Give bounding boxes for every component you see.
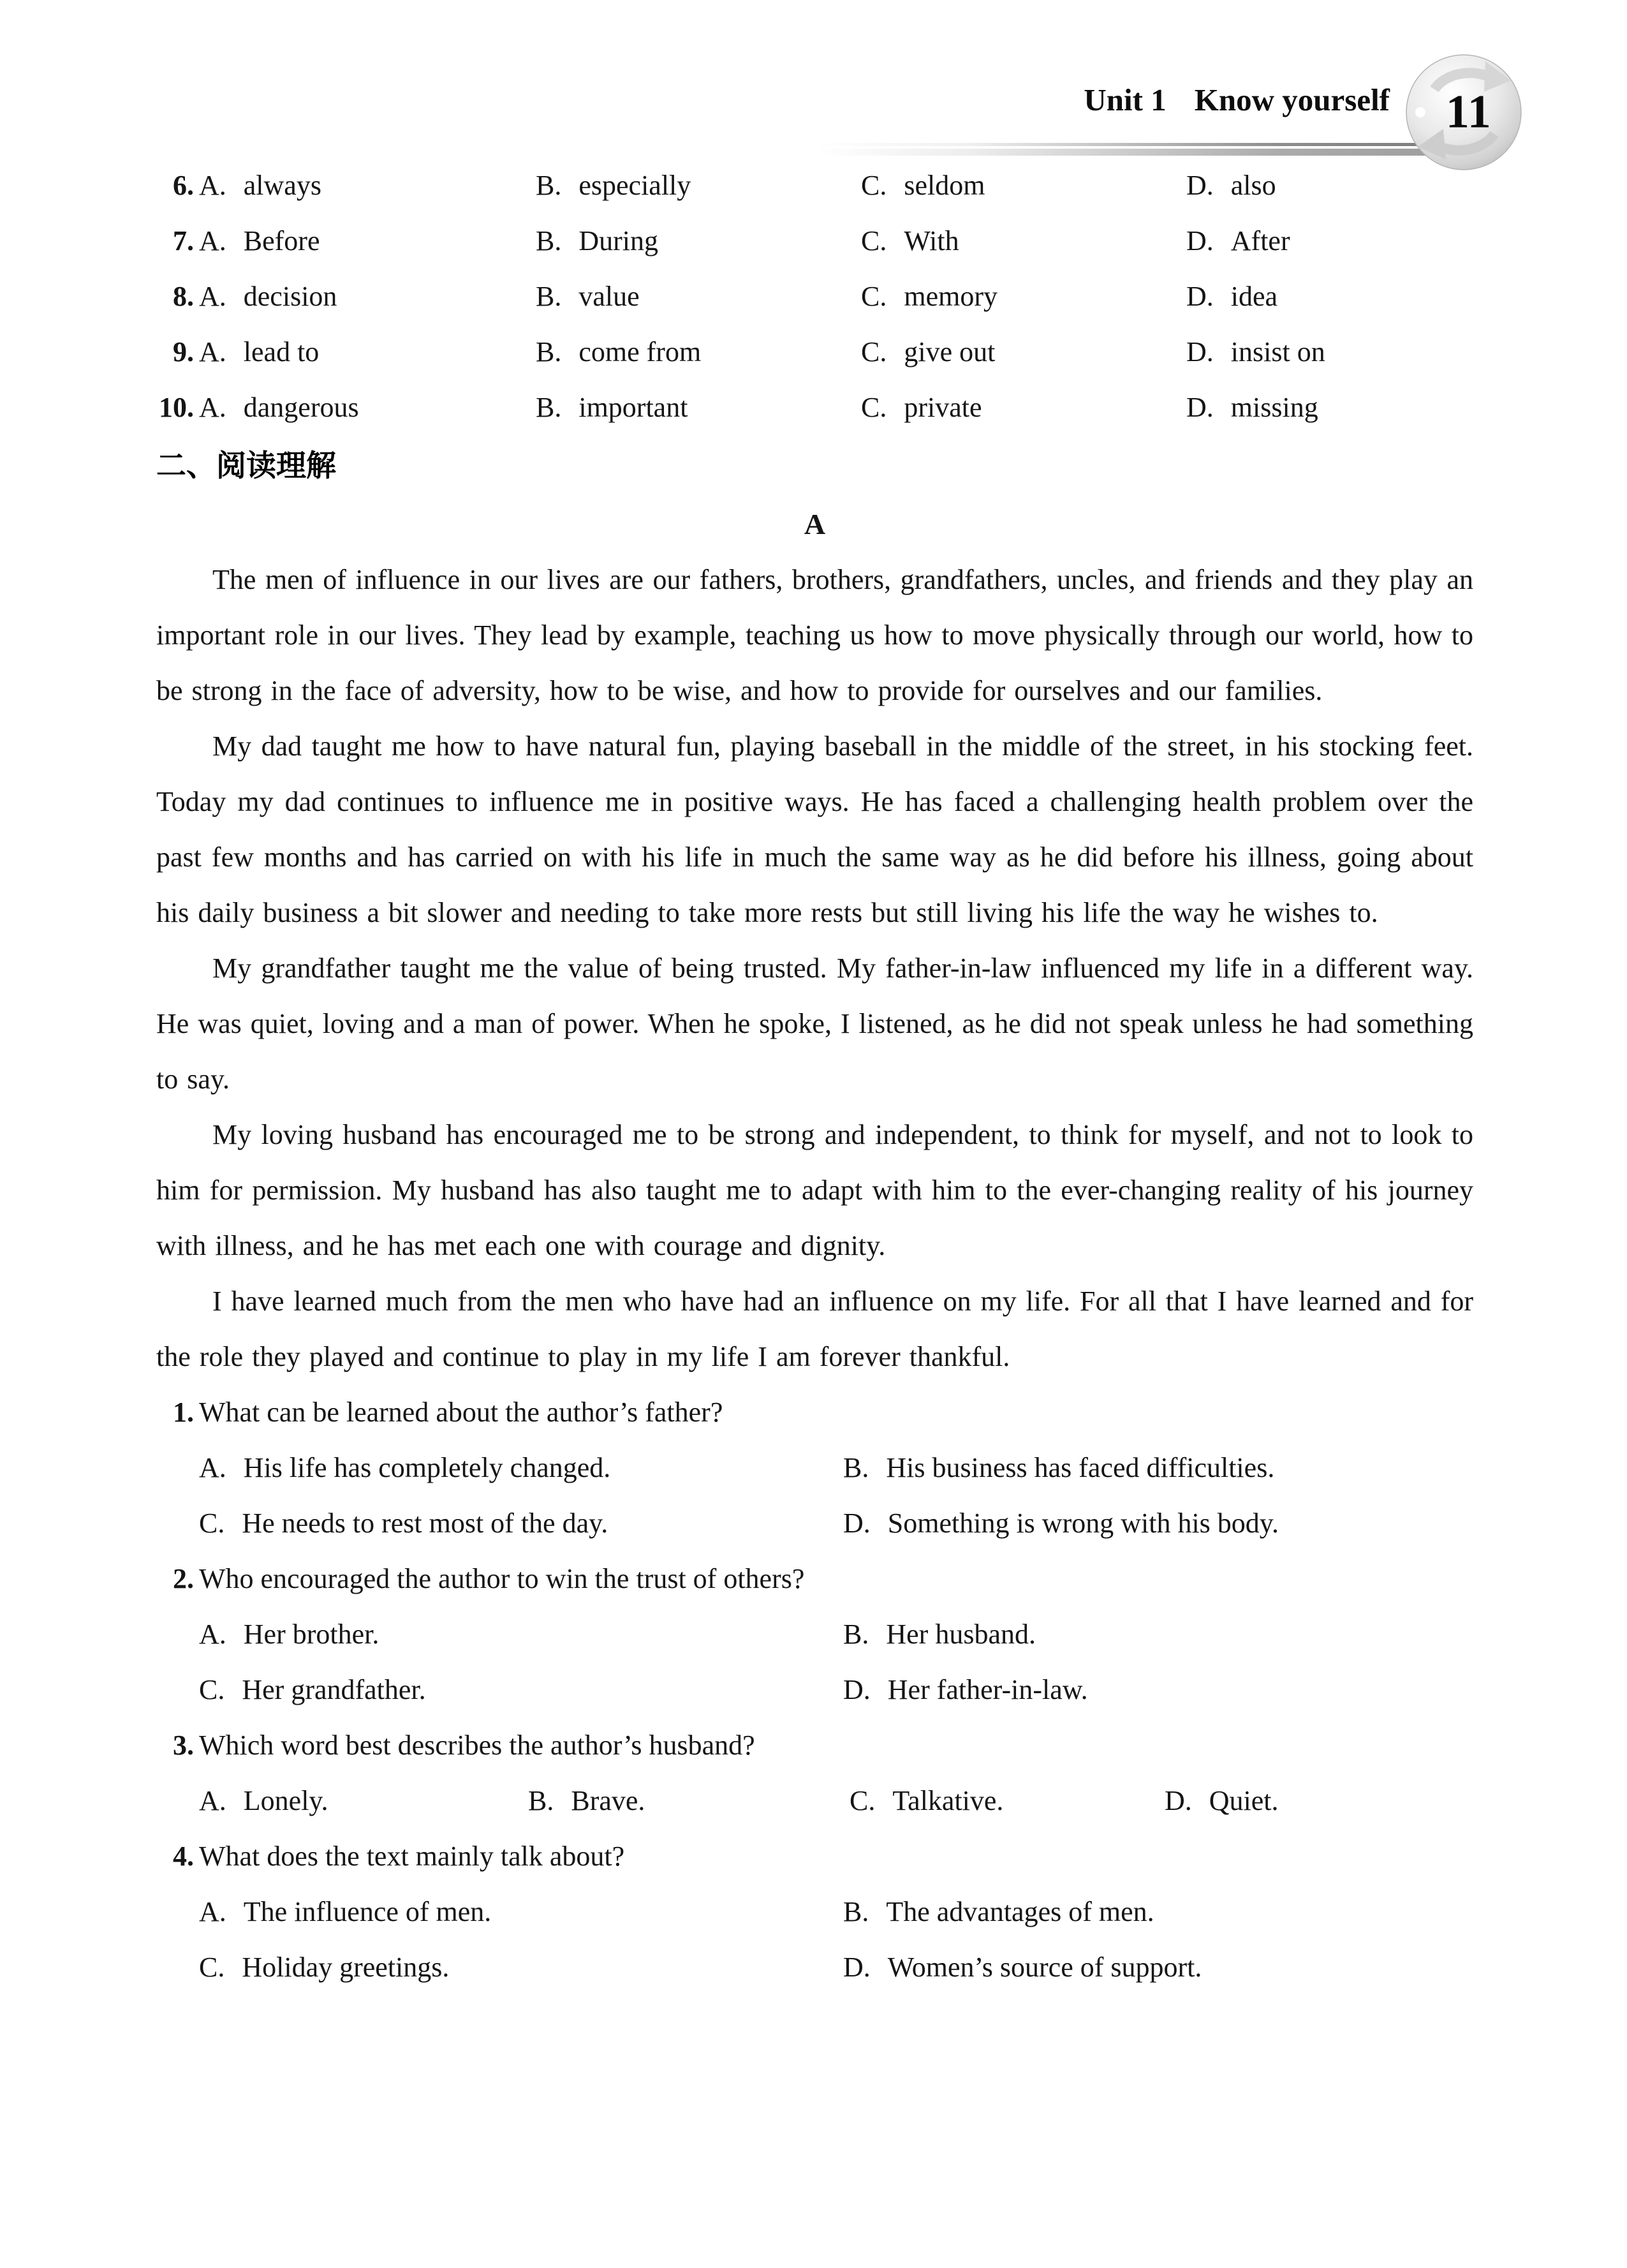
option-letter: D. bbox=[1165, 1785, 1192, 1816]
cloze-row-10 bbox=[156, 380, 1473, 435]
option-c bbox=[850, 1773, 1165, 1828]
option-letter: C. bbox=[850, 1785, 876, 1816]
option-b bbox=[843, 1606, 1473, 1662]
indent-spacer bbox=[156, 1773, 199, 1828]
reading-question-3 bbox=[156, 1717, 1473, 1773]
option-text: private bbox=[904, 392, 982, 423]
option-letter: A. bbox=[199, 1452, 226, 1483]
option-text: dangerous bbox=[243, 392, 359, 423]
question-4-options-cd bbox=[156, 1939, 1473, 1995]
option-letter: A. bbox=[199, 1896, 226, 1927]
option-letter: B. bbox=[528, 1785, 554, 1816]
option-text: decision bbox=[243, 281, 337, 312]
page-title bbox=[1084, 82, 1390, 118]
option-text: Brave. bbox=[571, 1785, 645, 1816]
indent-spacer bbox=[156, 1939, 199, 1995]
option-letter: D. bbox=[1186, 225, 1214, 256]
option-b bbox=[536, 213, 861, 269]
option-b bbox=[528, 1773, 850, 1828]
question-4-options-ab bbox=[156, 1884, 1473, 1939]
option-a bbox=[199, 269, 536, 324]
option-a bbox=[199, 324, 536, 380]
question-number: 10. bbox=[159, 392, 194, 423]
option-text: give out bbox=[904, 336, 996, 367]
question-2-options-cd bbox=[156, 1662, 1473, 1717]
cloze-row-7 bbox=[156, 213, 1473, 269]
option-text: Before bbox=[243, 225, 320, 256]
option-text: also bbox=[1230, 170, 1276, 201]
passage-paragraph: My loving husband has encouraged me to be strong and independent, to think for myself, and not to look to him for permission. My husband has also taught me to adapt with him to the ever-changing reality of his journey with illness, and he has met each one with courage and dignity. bbox=[156, 1119, 1473, 1261]
reading-question-1 bbox=[156, 1384, 1473, 1440]
indent-spacer bbox=[156, 1495, 199, 1551]
indent-spacer bbox=[156, 1662, 199, 1717]
option-d bbox=[843, 1939, 1473, 1995]
option-d bbox=[843, 1662, 1473, 1717]
option-letter: D. bbox=[1186, 281, 1214, 312]
option-a bbox=[199, 1440, 843, 1495]
option-d bbox=[1186, 213, 1473, 269]
option-b bbox=[536, 269, 861, 324]
option-letter: A. bbox=[199, 392, 226, 423]
passage-label: A bbox=[804, 508, 826, 540]
option-text: especially bbox=[578, 170, 691, 201]
option-text: His business has faced difficulties. bbox=[886, 1452, 1275, 1483]
question-number: 4. bbox=[173, 1841, 194, 1872]
question-stem: What does the text mainly talk about? bbox=[199, 1841, 625, 1872]
option-letter: D. bbox=[1186, 336, 1214, 367]
option-letter: B. bbox=[536, 336, 562, 367]
option-text: Holiday greetings. bbox=[242, 1952, 450, 1983]
option-letter: A. bbox=[199, 225, 226, 256]
option-letter: B. bbox=[843, 1619, 869, 1650]
option-letter: B. bbox=[843, 1896, 869, 1927]
reading-question-4 bbox=[156, 1828, 1473, 1884]
question-2-options-ab bbox=[156, 1606, 1473, 1662]
question-number: 6. bbox=[173, 170, 194, 201]
question-number: 8. bbox=[173, 281, 194, 312]
question-number: 9. bbox=[173, 336, 194, 367]
option-c bbox=[861, 324, 1186, 380]
option-letter: D. bbox=[843, 1508, 871, 1539]
option-c bbox=[861, 380, 1186, 435]
header-rule-thin bbox=[816, 143, 1496, 146]
option-text: always bbox=[243, 170, 321, 201]
page-content bbox=[156, 158, 1473, 1995]
question-1-options-cd bbox=[156, 1495, 1473, 1551]
option-text: important bbox=[578, 392, 688, 423]
option-d bbox=[1186, 269, 1473, 324]
option-letter: B. bbox=[536, 225, 562, 256]
option-a bbox=[199, 158, 536, 213]
option-text: After bbox=[1230, 225, 1290, 256]
option-letter: D. bbox=[843, 1674, 871, 1705]
option-text: come from bbox=[578, 336, 702, 367]
section-heading-reading-comprehension: 二、阅读理解 bbox=[156, 448, 336, 482]
option-a bbox=[199, 380, 536, 435]
option-letter: A. bbox=[199, 1619, 226, 1650]
option-letter: D. bbox=[843, 1952, 871, 1983]
question-stem: Who encouraged the author to win the trust of others? bbox=[199, 1563, 805, 1594]
page-header bbox=[0, 0, 1627, 159]
option-text: Quiet. bbox=[1209, 1785, 1279, 1816]
question-number: 3. bbox=[173, 1730, 194, 1761]
option-letter: C. bbox=[861, 281, 887, 312]
option-c bbox=[199, 1662, 843, 1717]
option-letter: B. bbox=[843, 1452, 869, 1483]
option-letter: C. bbox=[861, 392, 887, 423]
reading-question-2 bbox=[156, 1551, 1473, 1606]
option-letter: B. bbox=[536, 170, 562, 201]
option-c bbox=[861, 269, 1186, 324]
passage-paragraph: My dad taught me how to have natural fun, playing baseball in the middle of the street, in his stocking feet. Today my dad continues to influence me in positive ways. He has faced a challenging health problem over the past few months and has carried on with his life in much the same way as he did before his illness, going about his daily business a bit slower and needing to take more rests but still living his life the way he wishes to. bbox=[156, 730, 1473, 928]
cloze-row-8 bbox=[156, 269, 1473, 324]
option-letter: C. bbox=[861, 225, 887, 256]
option-letter: C. bbox=[861, 336, 887, 367]
option-text: lead to bbox=[243, 336, 320, 367]
header-rule bbox=[816, 143, 1496, 156]
option-text: seldom bbox=[904, 170, 985, 201]
indent-spacer bbox=[156, 1884, 199, 1939]
question-number: 7. bbox=[173, 225, 194, 256]
option-a bbox=[199, 1606, 843, 1662]
question-stem: What can be learned about the author’s father? bbox=[199, 1397, 723, 1428]
option-d bbox=[1186, 158, 1473, 213]
option-letter: D. bbox=[1186, 392, 1214, 423]
option-text: His life has completely changed. bbox=[243, 1452, 611, 1483]
option-d bbox=[1165, 1773, 1473, 1828]
option-a bbox=[199, 213, 536, 269]
option-letter: C. bbox=[199, 1952, 225, 1983]
option-c bbox=[861, 213, 1186, 269]
option-d bbox=[1186, 380, 1473, 435]
option-text: memory bbox=[904, 281, 998, 312]
option-text: The advantages of men. bbox=[886, 1896, 1154, 1927]
option-letter: B. bbox=[536, 281, 562, 312]
indent-spacer bbox=[156, 1606, 199, 1662]
option-text: Something is wrong with his body. bbox=[887, 1508, 1279, 1539]
option-text: The influence of men. bbox=[243, 1896, 492, 1927]
option-text: Women’s source of support. bbox=[887, 1952, 1202, 1983]
question-number: 2. bbox=[173, 1563, 194, 1594]
option-text: Talkative. bbox=[892, 1785, 1004, 1816]
indent-spacer bbox=[156, 1440, 199, 1495]
option-a bbox=[199, 1884, 843, 1939]
option-b bbox=[843, 1884, 1473, 1939]
option-b bbox=[843, 1440, 1473, 1495]
option-d bbox=[1186, 324, 1473, 380]
option-text: Lonely. bbox=[243, 1785, 328, 1816]
option-letter: A. bbox=[199, 170, 226, 201]
cloze-row-6 bbox=[156, 158, 1473, 213]
option-d bbox=[843, 1495, 1473, 1551]
option-text: With bbox=[904, 225, 959, 256]
option-letter: C. bbox=[199, 1674, 225, 1705]
option-c bbox=[199, 1939, 843, 1995]
option-letter: C. bbox=[199, 1508, 225, 1539]
question-stem: Which word best describes the author’s husband? bbox=[199, 1730, 755, 1761]
option-text: Her father-in-law. bbox=[887, 1674, 1088, 1705]
option-text: value bbox=[578, 281, 640, 312]
question-number: 1. bbox=[173, 1397, 194, 1428]
option-text: Her brother. bbox=[243, 1619, 379, 1650]
option-a bbox=[199, 1773, 528, 1828]
passage-paragraph: I have learned much from the men who have had an influence on my life. For all that I have learned and for the role they played and continue to play in my life I am forever thankful. bbox=[156, 1286, 1473, 1372]
page-number-badge bbox=[1401, 50, 1526, 175]
option-c bbox=[861, 158, 1186, 213]
option-text: idea bbox=[1230, 281, 1278, 312]
question-3-options bbox=[156, 1773, 1473, 1828]
option-b bbox=[536, 324, 861, 380]
option-b bbox=[536, 158, 861, 213]
unit-label: Unit 1 bbox=[1084, 82, 1167, 117]
option-letter: A. bbox=[199, 336, 226, 367]
option-text: missing bbox=[1230, 392, 1318, 423]
option-letter: A. bbox=[199, 1785, 226, 1816]
passage-paragraph: My grandfather taught me the value of being trusted. My father-in-law influenced my life in a different way. He was quiet, loving and a man of power. When he spoke, I listened, as he did not speak unless he had something to say. bbox=[156, 952, 1473, 1095]
option-text: Her husband. bbox=[886, 1619, 1036, 1650]
option-c bbox=[199, 1495, 843, 1551]
option-letter: B. bbox=[536, 392, 562, 423]
unit-title: Know yourself bbox=[1194, 82, 1390, 117]
option-letter: D. bbox=[1186, 170, 1214, 201]
cloze-row-9 bbox=[156, 324, 1473, 380]
option-text: During bbox=[578, 225, 659, 256]
option-b bbox=[536, 380, 861, 435]
option-text: insist on bbox=[1230, 336, 1325, 367]
passage-paragraph: The men of influence in our lives are our fathers, brothers, grandfathers, uncles, and friends and they play an important role in our lives. They lead by example, teaching us how to move physically through our world, how to be strong in the face of adversity, how to be wise, and how to provide for ourselves and our families. bbox=[156, 564, 1473, 706]
page-number: 11 bbox=[1445, 85, 1492, 138]
header-rule-thick bbox=[816, 149, 1496, 156]
option-text: Her grandfather. bbox=[242, 1674, 426, 1705]
option-letter: A. bbox=[199, 281, 226, 312]
option-text: He needs to rest most of the day. bbox=[242, 1508, 608, 1539]
question-1-options-ab bbox=[156, 1440, 1473, 1495]
option-letter: C. bbox=[861, 170, 887, 201]
